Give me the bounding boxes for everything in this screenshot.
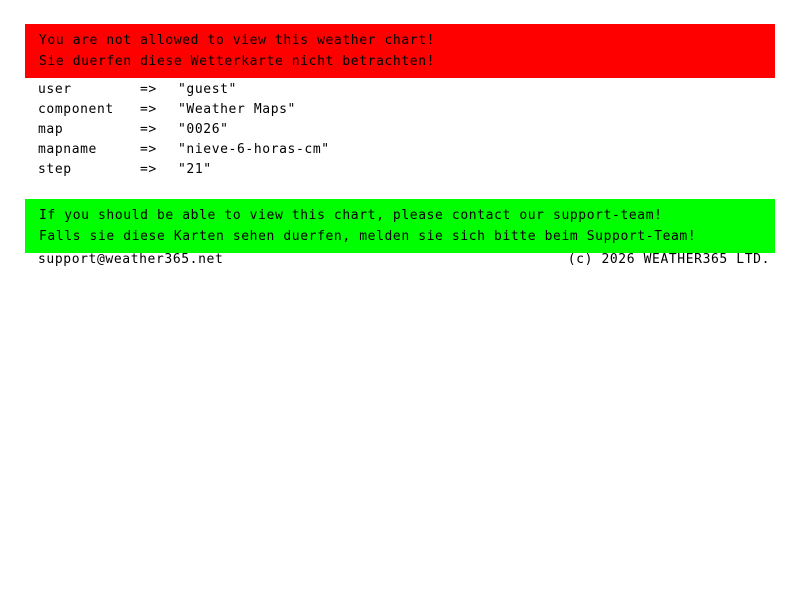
footer [38,251,770,269]
param-key: user [38,82,72,97]
table-row [38,80,330,100]
table-row [38,100,330,120]
copyright-text: (c) 2026 WEATHER365 LTD. [567,252,770,267]
param-value: "guest" [178,82,237,97]
info-banner [25,199,775,253]
table-row [38,160,330,180]
param-key: step [38,162,72,177]
info-banner-line-en: If you should be able to view this chart, please contact our support-team! [39,208,663,223]
info-banner-line-de: Falls sie diese Karten sehen duerfen, melden sie sich bitte beim Support-Team! [39,229,697,244]
error-banner [25,24,775,78]
param-value: "0026" [178,122,229,137]
param-arrow: => [140,82,157,97]
parameter-table [38,80,330,180]
param-arrow: => [140,122,157,137]
param-key: mapname [38,142,97,157]
table-row [38,140,330,160]
param-arrow: => [140,162,157,177]
table-row [38,120,330,140]
param-value: "nieve-6-horas-cm" [178,142,330,157]
param-value: "21" [178,162,212,177]
param-arrow: => [140,142,157,157]
error-banner-line-en: You are not allowed to view this weather chart! [39,33,436,48]
error-banner-line-de: Sie duerfen diese Wetterkarte nicht betrachten! [39,54,436,69]
param-key: component [38,102,114,117]
param-key: map [38,122,64,137]
param-value: "Weather Maps" [178,102,296,117]
param-arrow: => [140,102,157,117]
support-email-link[interactable]: support@weather365.net [38,252,224,267]
